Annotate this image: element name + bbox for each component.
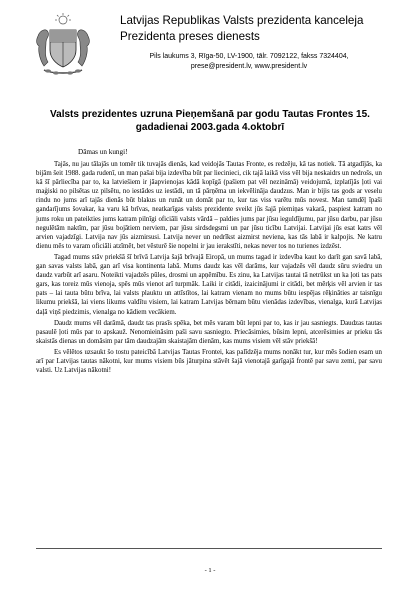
document-title (40, 108, 380, 134)
paragraph: Tagad mums stāv priekšā šī brīvā Latvija šajā brīvajā Eiropā, un mums tagad ir izdevība kaut ko darīt gan savā labā, gan savas valsts labā, gan arī visa kontinenta labā. Mums daudz kas vēl darāms, kur vajadzēs vēl daudz sūru sviedru un daudz varbūt arī asaru. Noteikti vajadzēs pūles, drosmi un apņēmību. Es zinu, ka Latvijas tautai tā netrūkst un ka ļoti tas pats gars, kas toreiz mūs vienoja, spēs mūs vienot arī turpmāk. Laiki ir citādi, izaicinājumi ir citādi, bet mērķis vēl arvien ir tas pats – lai tauta būtu brīva, lai valsts plauktu un attīstītos, lai katram vienam no mums būtu iespējas rēķināties ar taisnīgu likumu priekšā, lai viens likums valdītu visiem, lai katram Latvijas bērnam būtu vienādas izdevības, vienalga, kurā Latvijas daļā viņš piedzimis, vienalga no kādiem vecākiem. (36, 253, 382, 316)
greeting: Dāmas un kungi! (78, 148, 128, 156)
title-line: Valsts prezidentes uzruna Pieņemšanā par godu Tautas Frontes 15. (50, 109, 370, 120)
page-number: - 1 - (204, 567, 216, 574)
address-line: Pils laukums 3, Rīga-50, LV-1900, tālr. 7092122, fakss 7324404, (149, 53, 349, 60)
footer-divider (36, 548, 382, 549)
email-web-line: prese@president.lv, www.president.lv (190, 63, 308, 70)
title-line: gadadienai 2003.gada 4.oktobrī (135, 122, 285, 133)
contact-address (112, 52, 386, 72)
department-name: Prezidenta preses dienests (120, 30, 260, 43)
paragraph: Es vēlētos uzsaukt šo tostu pateicībā Latvijas Tautas Frontei, kas palīdzēja mums nonākt tur, kur mēs šodien esam un arī par Latvijas tautas nākotni, kur mums visiem būs jāturpina stāvēt šajā vienotajā garīgajā frontē par savu zemi, par savu valsti. Uz Latvijas nākotni! (36, 348, 382, 375)
institution-name: Latvijas Republikas Valsts prezidenta kanceleja (120, 14, 364, 27)
paragraph: Tajās, nu jau tālajās un tomēr tik tuvajās dienās, kad veidojās Tautas Fronte, es redzēju, kā tas notiek. Tā atgadījās, ka bijām šeit 1988. gada rudenī, un man pašai bija izdevība būt par liecinieci, cik tajā laikā viss vēl bija neskaidrs un nedrošs, un kā šī pārliecība par to, ka latviešiem ir jāapvienojas kādā kopīgā (pašiem pat vēl nezināmā) veidojumā, izplatījās ļoti vai maģiski no pilsētas uz pilsētu, no iestādes uz iestādi, un tā pārņēma un iekvēlināja daudzus. Man ir bijis tas gods ar veselu rindu no jums arī tajās dienās būt blakus un runāt un domāt par to, kur tas viss varētu mūs novest. Man tamdēļ īpaši gandarījums šovakar, ka varu kā brīvas, neatkarīgas valsts prezidente sveikt jūs šajā piemiņas vakarā, paspiest katram no jums roku un pateikties jums katram pilnīgi oficiāli valsts vārdā – paldies jums par jūsu ieguldījumu, par jūsu darbu, par jūsu negulētām naktīm, par jūsu bojātiem nerviem, par jūsu sirdsdegsmi un par jūsu ticību Latvijai. Latvijai jūs esat katrs vēl arvien vajadzīgi. Latvija nav jūs aizmirsusi. Latvija never un nedrīkst aizmirst neviena, kas tās labā ir kalpojis. Ne katru dienu mēs to varam oficiāli atzīmēt, bet vēsturē šie nopelni ir jau ierakstīti, nekas never tos no turienes izdzēst. (36, 161, 382, 250)
paragraph: Daudz mums vēl darāmā, daudz tas prasīs spēka, bet mēs varam būt lepni par to, kas ir jau sasniegts. Daudzas tautas pasaulē ļoti mūs par to apskauž. Nenomieināsim paši savu sasniegto. Priecāsimies, būsim lepni, atcerēsimies ar prieku tās skaistās dienas un domāsim par tām daudzajām skaistajām dienām, kas mums visiem vēl stāv priekšā! (36, 319, 382, 345)
speech-body (36, 160, 382, 377)
letterhead (32, 8, 392, 98)
coat-of-arms-icon (34, 12, 92, 78)
